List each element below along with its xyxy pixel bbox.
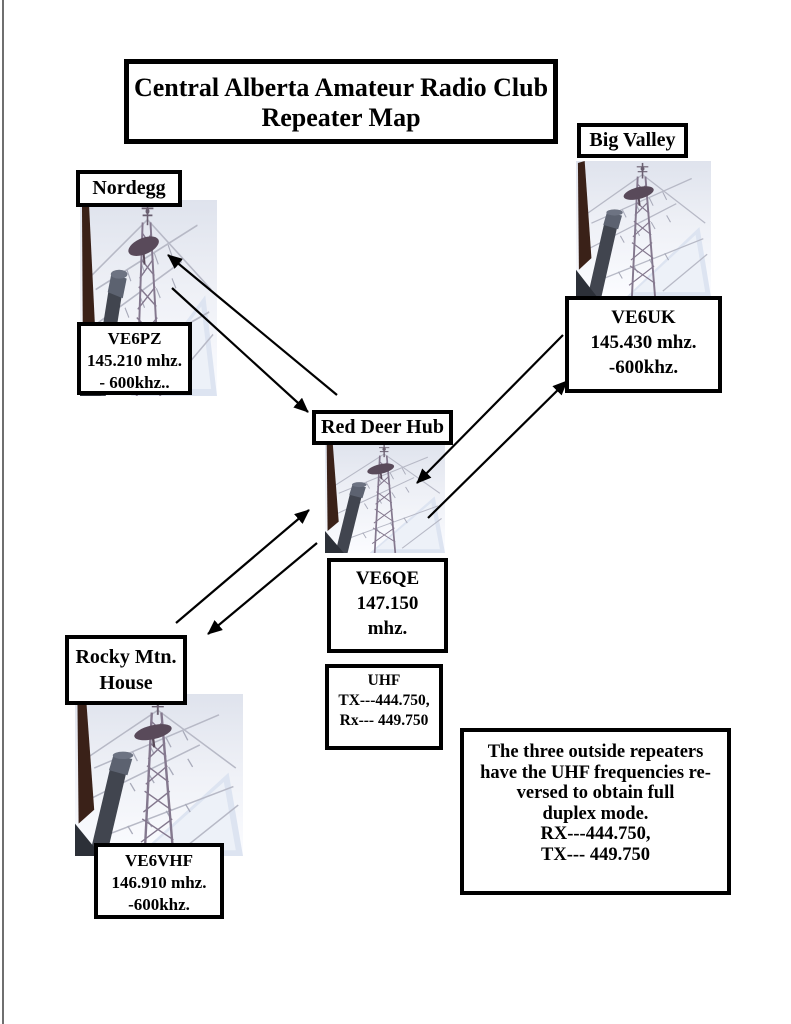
note-line6: TX--- 449.750 — [541, 844, 650, 865]
site-label-rocky-mtn-house — [65, 635, 187, 705]
ve6vhf-callsign: VE6VHF — [125, 851, 193, 870]
note-line4: duplex mode. — [542, 803, 649, 824]
duplex-note-box — [460, 728, 731, 895]
arrow-hub-to-rocky — [208, 543, 317, 634]
note-line3: versed to obtain full — [516, 783, 675, 803]
site-label-big-valley — [577, 123, 688, 158]
repeater-info-ve6uk — [565, 296, 722, 393]
page-title — [124, 59, 558, 144]
uhf-rx: Rx--- 449.750 — [339, 712, 429, 729]
note-line1: The three outside repeaters — [487, 742, 704, 762]
site-label-nordegg — [76, 170, 182, 207]
repeater-info-ve6pz — [77, 322, 192, 395]
repeater-info-ve6qe — [327, 558, 448, 653]
page-title-line2: Repeater Map — [261, 103, 421, 132]
arrow-nordegg-to-hub — [172, 288, 308, 412]
ve6pz-offset: - 600khz.. — [99, 372, 170, 392]
ve6qe-callsign: VE6QE — [355, 568, 420, 589]
ve6qe-frequency: 147.150 — [356, 593, 419, 614]
site-label-nordegg-text: Nordegg — [92, 177, 166, 199]
page-title-line1: Central Alberta Amateur Radio Club — [133, 73, 549, 102]
site-label-rocky-line2: House — [99, 672, 153, 694]
uhf-title: UHF — [367, 672, 401, 689]
ve6vhf-offset: -600khz. — [128, 894, 190, 914]
site-label-red-deer-hub — [312, 410, 453, 445]
repeater-info-ve6vhf — [94, 843, 224, 919]
uhf-tx: TX---444.750, — [338, 692, 430, 709]
ve6uk-callsign: VE6UK — [611, 307, 676, 328]
ve6uk-frequency: 145.430 mhz. — [590, 332, 697, 353]
arrow-hub-to-nordegg — [168, 255, 337, 395]
ve6qe-frequency-unit: mhz. — [367, 618, 408, 639]
ve6uk-offset: -600khz. — [608, 357, 679, 378]
site-label-red-deer-hub-text: Red Deer Hub — [321, 416, 444, 438]
site-label-big-valley-text: Big Valley — [589, 129, 676, 151]
ve6vhf-frequency: 146.910 mhz. — [111, 872, 207, 892]
note-line5: RX---444.750, — [540, 824, 651, 844]
arrow-bigvalley-to-hub — [417, 335, 563, 483]
ve6pz-callsign: VE6PZ — [107, 329, 162, 348]
site-label-rocky-line1: Rocky Mtn. — [75, 646, 177, 668]
note-line2: have the UHF frequencies re- — [480, 762, 711, 783]
uhf-frequencies-box — [325, 664, 443, 750]
ve6pz-frequency: 145.210 mhz. — [87, 350, 182, 370]
